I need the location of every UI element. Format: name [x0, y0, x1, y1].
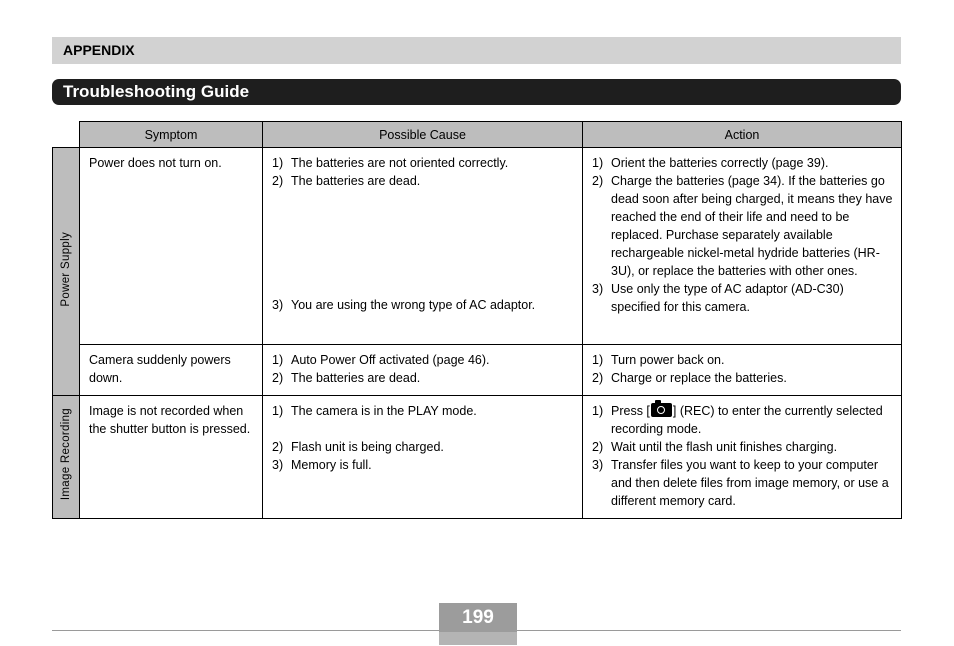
cause-cell — [263, 345, 583, 396]
column-header-cause: Possible Cause — [263, 122, 583, 148]
action-cell — [583, 148, 902, 345]
list-item: 2) Flash unit is being charged. — [272, 440, 444, 454]
category-label: Image Recording — [60, 408, 72, 501]
list-item: 2) The batteries are dead. — [272, 371, 421, 385]
troubleshooting-table — [52, 121, 902, 519]
symptom-cell: Camera suddenly powers down. — [80, 345, 263, 396]
list-item: 2) The batteries are dead. — [272, 174, 421, 188]
cause-cell — [263, 396, 583, 519]
table-corner — [53, 122, 80, 148]
list-item: 1) Press [ ] (REC) to enter the currently selected recording mode. — [592, 404, 883, 436]
symptom-cell: Image is not recorded when the shutter button is pressed. — [80, 396, 263, 519]
list-item: 1) Auto Power Off activated (page 46). — [272, 353, 490, 367]
category-image-recording — [53, 396, 80, 519]
page-number — [439, 603, 517, 645]
category-power-supply — [53, 148, 80, 396]
action-cell — [583, 396, 902, 519]
table-row — [53, 345, 902, 396]
list-item: 3) Memory is full. — [272, 458, 372, 472]
list-item: 3) Use only the type of AC adaptor (AD-C30) specified for this camera. — [592, 282, 844, 314]
column-header-action: Action — [583, 122, 902, 148]
page-number-band — [439, 632, 517, 645]
category-label: Power Supply — [60, 231, 72, 307]
list-item: 1) Turn power back on. — [592, 353, 725, 367]
page-title: Troubleshooting Guide — [52, 79, 901, 105]
table-row — [53, 396, 902, 519]
list-item: 3) Transfer files you want to keep to your computer and then delete files from image memory, or use a different memory card. — [592, 458, 889, 508]
list-item: 2) Charge or replace the batteries. — [592, 371, 787, 385]
list-item: 1) The batteries are not oriented correctly. — [272, 156, 509, 170]
list-item: 2) Wait until the flash unit finishes charging. — [592, 440, 838, 454]
action-cell — [583, 345, 902, 396]
section-header: APPENDIX — [52, 37, 901, 64]
list-item: 1) The camera is in the PLAY mode. — [272, 404, 477, 418]
cause-cell — [263, 148, 583, 345]
list-item: 2) Charge the batteries (page 34). If the batteries go dead soon after being charged, it means they have reached the end of their life and need to be replaced. Purchase separately available rechargeable nickel-metal hydride batteries (HR-3U), or replace the batteries with other ones. — [592, 174, 893, 278]
column-header-symptom: Symptom — [80, 122, 263, 148]
symptom-cell: Power does not turn on. — [80, 148, 263, 345]
table-row — [53, 148, 902, 345]
camera-icon — [651, 403, 672, 417]
table-header-row — [53, 122, 902, 148]
list-item: 3) You are using the wrong type of AC adaptor. — [272, 298, 536, 312]
page-number-text: 199 — [462, 607, 494, 628]
list-item: 1) Orient the batteries correctly (page 39). — [592, 156, 829, 170]
